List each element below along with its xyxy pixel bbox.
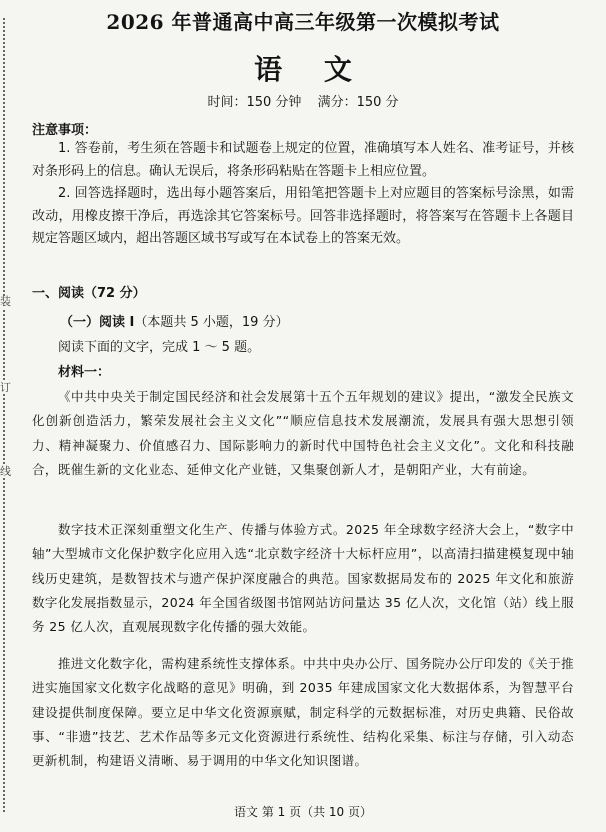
part-note: （本题共 5 小题，19 分）: [134, 315, 289, 330]
binding-char-ding: 订: [0, 381, 11, 394]
binding-char-xian: 线: [0, 465, 11, 478]
time-label: 时间：150 分钟: [207, 95, 302, 110]
part-title: （一）阅读 I: [60, 315, 135, 330]
material-paragraph-1: 《中共中央关于制定国民经济和社会发展第十五个五年规划的建议》提出，“激发全民族文化创新创造活力，繁荣发展社会主义文化”“顺应信息技术发展潮流，发展具有强大思想引领力、精神凝聚力、价值感召力、国际影响力的新时代中国特色社会主义文化”。文化和科技融合，既催生新的文化业态、延伸文化产业链，又集聚创新人才，是朝阳产业，大有前途。: [32, 389, 574, 477]
exam-title: 2026 年普通高中高三年级第一次模拟考试: [106, 10, 500, 34]
score-label: 满分：150 分: [317, 95, 399, 110]
material-paragraph-3: 推进文化数字化，需构建系统性支撑体系。中共中央办公厅、国务院办公厅印发的《关于推进实施国家文化数字化战略的意见》明确，到 2035 年建成国家文化大数据体系，为智慧平台建设提供制度保障。要立足中华文化资源禀赋，制定科学的元数据标准，对历史典籍、民俗故事、“非遗”技艺、艺术作品等多元文化资源进行系统性、结构化采集、标注与存储，引入动态更新机制，构建语义清晰、易于调用的中华文化知识图谱。: [32, 656, 575, 769]
material-paragraph-2: 数字技术正深刻重塑文化生产、传播与体验方式。2025 年全球数字经济大会上，“数字中轴”大型城市文化保护数字化应用入选“北京数字经济十大标杆应用”，以高清扫描建模复现中轴线历史建筑，是数智技术与遗产保护深度融合的典范。国家数据局发布的 2025 年文化和旅游数字化发展指数显示，2024 年全国省级图书馆网站访问量达 35 亿人次，文化馆（站）线上服务 25 亿人次，直观展现数字化传播的强大效能。: [32, 522, 574, 635]
notes-item-1: 1. 答卷前，考生须在答题卡和试题卷上规定的位置，准确填写本人姓名、准考证号，并核对条形码上的信息。确认无误后，将条形码粘贴在答题卡上相应位置。: [32, 141, 574, 179]
page-footer: 语文 第 1 页（共 10 页）: [234, 805, 372, 819]
material-label: 材料一：: [58, 365, 111, 380]
reading-instruction: 阅读下面的文字，完成 1 ～ 5 题。: [58, 340, 261, 355]
section-heading: 一、阅读（72 分）: [32, 286, 146, 301]
binding-dotted-line: [3, 18, 5, 812]
part-heading: [60, 311, 289, 330]
notes-heading: 注意事项：: [32, 123, 98, 138]
time-score-info: [0, 91, 606, 110]
notes-item-2: 2. 回答选择题时，选出每小题答案后，用铅笔把答题卡上对应题目的答案标号涂黑，如需改动，用橡皮擦干净后，再选涂其它答案标号。回答非选择题时，将答案写在答题卡上各题目规定答题区域内，超出答题区域书写或写在本试卷上的答案无效。: [32, 186, 574, 246]
subject-title: 语 文: [254, 53, 368, 86]
binding-char-zhuang: 装: [0, 295, 11, 308]
